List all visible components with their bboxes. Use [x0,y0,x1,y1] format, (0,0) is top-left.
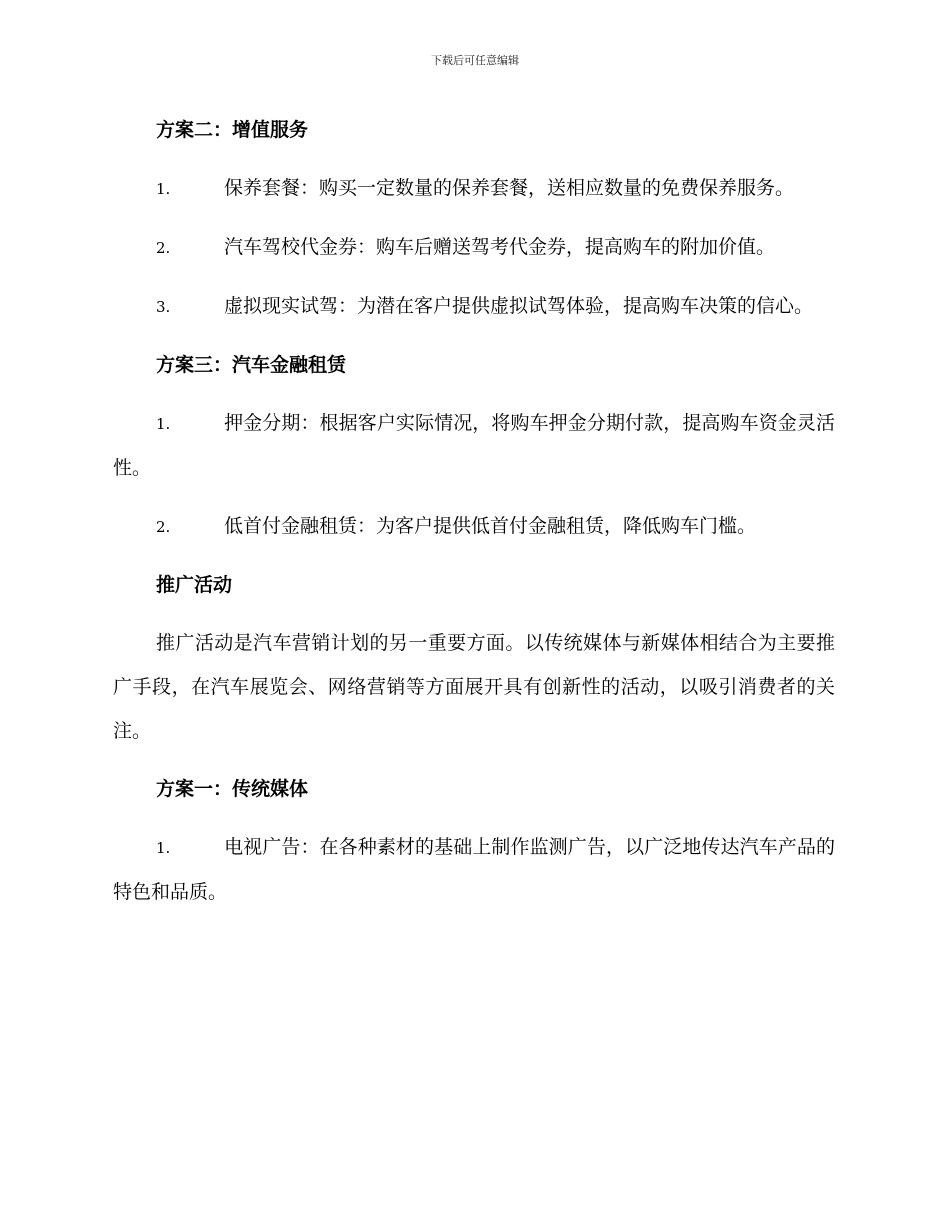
list-item-number: 1. [156,839,171,857]
list-item-text: 保养套餐：购买一定数量的保养套餐，送相应数量的免费保养服务。 [224,177,795,199]
list-item-number: 2. [156,239,171,257]
list-item-text: 低首付金融租赁：为客户提供低首付金融租赁，降低购车门槛。 [224,515,757,537]
list-item-number: 1. [156,180,171,198]
list-item [113,225,835,270]
section-heading-plan1: 方案一：传统媒体 [156,778,309,800]
page-header: 下载后可任意编辑 [431,54,519,67]
list-item-text: 押金分期：根据客户实际情况，将购车押金分期付款，提高购车资金灵活性。 [113,412,835,479]
list-item-number: 2. [156,518,171,536]
list-item-text: 汽车驾校代金券：购车后赠送驾考代金券，提高购车的附加价值。 [224,236,776,258]
list-item-text: 虚拟现实试驾：为潜在客户提供虚拟试驾体验，提高购车决策的信心。 [224,295,814,317]
section-heading-plan3: 方案三：汽车金融租赁 [156,354,347,376]
list-item [113,504,835,549]
promotion-paragraph: 推广活动是汽车营销计划的另一重要方面。以传统媒体与新媒体相结合为主要推广手段，在汽车展览会、网络营销等方面展开具有创新性的活动，以吸引消费者的关注。 [113,632,835,742]
list-item [113,166,835,211]
section-heading-plan2: 方案二：增值服务 [156,119,309,141]
list-item-number: 1. [156,415,171,433]
list-item [113,284,835,329]
section-heading-promotion: 推广活动 [156,574,233,596]
list-item-number: 3. [156,298,171,316]
list-item-text: 电视广告：在各种素材的基础上制作监测广告，以广泛地传达汽车产品的特色和品质。 [113,836,835,903]
list-item [113,401,835,490]
list-item [113,825,835,914]
document-body [113,108,835,914]
